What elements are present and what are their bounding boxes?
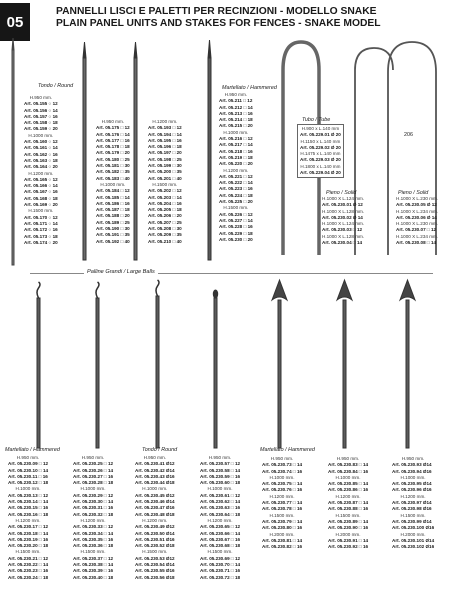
label-tube: Tubo / Tube <box>302 117 331 123</box>
article-row: Art. 05.230.05 Ø 12 <box>396 202 437 208</box>
article-row: Art. 05.203 □ 14 <box>148 194 182 200</box>
table-tube <box>297 124 344 178</box>
article-row: Art. 05.184 □ 12 <box>96 188 130 194</box>
article-row: Art. 05.216 □ 12 <box>219 136 253 142</box>
article-row: Art. 05.230.93 Ø14 <box>392 462 432 468</box>
article-row: Art. 05.177 □ 16 <box>96 137 130 143</box>
height-header: H.1200 mm. <box>142 517 168 523</box>
article-row: Art. 05.174 ○ 20 <box>24 239 58 245</box>
article-row: Art. 05.230.26 □ 14 <box>73 467 114 473</box>
height-header: H.950 mm. <box>81 455 105 460</box>
article-row: Art. 05.230.17 □ 12 <box>8 524 49 530</box>
height-header: H.1500 mm. <box>207 549 233 555</box>
article-row: Art. 05.160 ○ 12 <box>24 139 58 145</box>
square-ball-stake-2 <box>96 282 99 448</box>
height-header: H.950 mm. <box>29 95 53 100</box>
article-row: Art. 05.230.96 Ø16 <box>392 487 432 493</box>
article-row: Art. 05.230.11 □ 16 <box>8 473 48 479</box>
article-row: Art. 05.230.62 □ 14 <box>200 499 241 505</box>
article-row: Art. 05.230.02 Ø 14 <box>322 214 363 220</box>
height-header: H.2000 mm. <box>269 531 295 537</box>
article-row: Art. 05.195 □ 16 <box>148 137 182 143</box>
article-row: Art. 05.230.60 □ 18 <box>200 480 241 486</box>
label-round-bottom-3: Tondo / Round <box>142 447 178 453</box>
bottom-stakes-illustration <box>37 280 415 448</box>
round-stake-illustration <box>12 38 14 265</box>
article-row: Art. 05.171 ○ 14 <box>24 220 58 226</box>
article-row: Art. 05.230.30 □ 14 <box>73 499 114 505</box>
article-row: Art. 05.230.49 Ø12 <box>135 524 175 530</box>
article-row: Art. 05.224 □ 18 <box>219 192 253 198</box>
height-header: H.1000 mm. <box>142 486 168 492</box>
table-bottom-4 <box>200 455 240 581</box>
article-row: Art. 05.230.70 □ 14 <box>200 562 241 568</box>
article-row: Art. 05.230.92 □ 16 <box>328 544 369 550</box>
article-row: Art. 05.209 □ 35 <box>148 232 182 238</box>
article-row: Art. 05.230.65 □ 12 <box>200 524 241 530</box>
article-row: Art. 05.230.44 Ø18 <box>135 480 175 486</box>
article-row: Art. 05.230.64 □ 18 <box>200 511 241 517</box>
height-header: H.1000 mm. <box>269 474 295 480</box>
article-row: Art. 05.223 □ 16 <box>219 186 253 192</box>
article-row: Art. 05.221 □ 12 <box>219 173 253 179</box>
height-header: H.1150 x L.140 mm <box>300 138 341 144</box>
article-row: Art. 05.230.102 Ø16 <box>392 544 435 550</box>
label-hammered-bottom-1: Martellato / Hammered <box>5 447 60 453</box>
article-row: Art. 05.167 ○ 16 <box>24 189 58 195</box>
article-row: Art. 05.227 □ 14 <box>219 217 253 223</box>
article-row: Art. 05.230.87 □ 14 <box>328 500 369 506</box>
article-row: Art. 05.225 □ 20 <box>219 199 253 205</box>
article-row: Art. 05.230.73 □ 14 <box>262 462 303 468</box>
article-row: Art. 05.230.84 □ 16 <box>328 468 369 474</box>
article-row: Art. 05.230.100 Ø16 <box>392 525 435 531</box>
height-header: H.950 mm. <box>101 119 125 124</box>
height-header: H.1000 X L.124 mm. <box>322 221 365 227</box>
height-header: H.950 mm. <box>336 456 360 461</box>
article-row: Art. 05.230.28 □ 18 <box>73 480 114 486</box>
article-row: Art. 05.191 □ 35 <box>96 232 130 238</box>
label-large-balls: Palline Grandi / Large Balls <box>84 269 158 275</box>
article-row: Art. 05.175 □ 12 <box>96 125 130 131</box>
article-row: Art. 05.229.03 Ø 20 <box>300 157 341 163</box>
height-header: H.1200 mm. <box>207 517 233 523</box>
article-row: Art. 05.229.04 Ø 20 <box>300 170 341 176</box>
height-header: H.1500 mm. <box>80 549 106 555</box>
article-row: Art. 05.230.03 □ 12 <box>322 227 363 233</box>
table-bottom-1 <box>8 455 48 581</box>
table-hammered-top <box>219 92 253 243</box>
article-row: Art. 05.230.22 □ 14 <box>8 562 49 568</box>
article-row: Art. 05.230.79 □ 14 <box>262 518 303 524</box>
article-row: Art. 05.230.57 □ 12 <box>200 461 241 467</box>
article-row: Art. 05.230.13 □ 12 <box>8 492 49 498</box>
table-solid-b <box>396 196 438 246</box>
article-row: Art. 05.230.50 Ø14 <box>135 530 175 536</box>
article-row: Art. 05.230.77 □ 14 <box>262 500 303 506</box>
article-row: Art. 05.230.48 Ø18 <box>135 511 175 517</box>
title-italian: PANNELLI LISCI E PALETTI PER RECINZIONI - MODELLO SNAKE <box>56 6 377 17</box>
height-header: H.1500 mm. <box>142 549 168 555</box>
article-row: Art. 05.230.42 Ø14 <box>135 467 175 473</box>
square-ball-stake-4 <box>213 290 217 448</box>
article-row: Art. 05.230.27 □ 16 <box>73 473 114 479</box>
hammered-stake-illustration <box>208 40 211 260</box>
article-row: Art. 05.229 □ 18 <box>219 230 253 236</box>
height-header: H.1000 mm. <box>15 486 41 492</box>
article-row: Art. 05.230.15 □ 16 <box>8 505 49 511</box>
article-row: Art. 05.188 □ 20 <box>96 213 130 219</box>
article-row: Art. 05.230.45 Ø12 <box>135 492 175 498</box>
article-row: Art. 05.230.82 □ 16 <box>262 544 303 550</box>
article-row: Art. 05.228 □ 16 <box>219 224 253 230</box>
article-row: Art. 05.229.02 Ø 20 <box>300 144 341 150</box>
height-header: H.950 mm. <box>270 456 294 461</box>
article-row: Art. 05.230.55 Ø16 <box>135 568 175 574</box>
article-row: Art. 05.189 □ 25 <box>96 219 130 225</box>
height-header: H.1000 X L.124 mm. <box>322 196 365 201</box>
article-row: Art. 05.156 ○ 14 <box>24 107 58 113</box>
article-row: Art. 05.230.43 Ø16 <box>135 473 175 479</box>
article-row: Art. 05.230.08 □ 14 <box>396 240 437 246</box>
article-row: Art. 05.230.54 Ø14 <box>135 562 175 568</box>
height-header: H.1500 mm. <box>269 512 295 518</box>
title-english: PLAIN PANEL UNITS AND STAKES FOR FENCES - SNAKE MODEL <box>56 18 381 29</box>
height-header: H.1200 mm. <box>269 493 295 499</box>
article-row: Art. 05.173 ○ 18 <box>24 233 58 239</box>
height-header: H.1200 mm. <box>28 170 54 176</box>
article-row: Art. 05.230.07 □ 12 <box>396 227 437 233</box>
height-header: H.1200 mm. <box>400 493 426 499</box>
article-row: Art. 05.230.46 Ø14 <box>135 499 175 505</box>
hammered-spear-stake-5 <box>272 280 287 448</box>
article-row: Art. 05.159 ○ 20 <box>24 126 58 132</box>
height-header: H.1475 x L.140 mm <box>300 151 341 157</box>
article-row: Art. 05.166 ○ 14 <box>24 183 58 189</box>
height-header: H.950 mm. <box>143 455 167 460</box>
label-solid-a: Pieno / Solid <box>326 190 357 196</box>
height-header: H.1200 mm. <box>15 517 41 523</box>
article-row: Art. 05.229.01 Ø 20 <box>300 132 341 138</box>
article-row: Art. 05.230.41 Ø12 <box>135 461 175 467</box>
article-row: Art. 05.176 □ 14 <box>96 131 130 137</box>
table-bottom-7 <box>392 456 434 550</box>
height-header: H.950 mm. <box>224 92 248 97</box>
article-row: Art. 05.230.85 □ 14 <box>328 481 369 487</box>
article-row: Art. 05.230.36 □ 18 <box>73 543 114 549</box>
article-row: Art. 05.172 ○ 16 <box>24 227 58 233</box>
article-row: Art. 05.180 □ 25 <box>96 156 130 162</box>
article-row: Art. 05.230.12 □ 18 <box>8 480 49 486</box>
article-row: Art. 05.230.80 □ 16 <box>262 525 303 531</box>
height-header: H.1500 mm. <box>15 549 41 555</box>
article-row: Art. 05.201 □ 40 <box>148 175 182 181</box>
article-row: Art. 05.230.47 Ø16 <box>135 505 175 511</box>
article-row: Art. 05.230.09 □ 12 <box>8 461 49 467</box>
article-row: Art. 05.230.81 □ 14 <box>262 537 303 543</box>
height-header: H.1000 X L.128 mm. <box>322 208 365 214</box>
article-row: Art. 05.185 □ 14 <box>96 194 130 200</box>
article-row: Art. 05.197 □ 20 <box>148 150 182 156</box>
article-row: Art. 05.165 ○ 12 <box>24 176 58 182</box>
article-row: Art. 05.230.101 Ø14 <box>392 537 435 543</box>
round-ball-stake-3 <box>156 280 159 448</box>
article-row: Art. 05.187 □ 18 <box>96 207 130 213</box>
table-square-a <box>96 119 130 245</box>
article-row: Art. 05.230.78 □ 16 <box>262 506 303 512</box>
article-row: Art. 05.168 ○ 18 <box>24 195 58 201</box>
article-row: Art. 05.230.32 □ 18 <box>73 511 114 517</box>
section-badge: 05 <box>0 3 30 41</box>
article-row: Art. 05.230.98 Ø16 <box>392 506 432 512</box>
article-row: Art. 05.163 ○ 18 <box>24 157 58 163</box>
article-row: Art. 05.161 ○ 14 <box>24 145 58 151</box>
article-row: Art. 05.230.71 □ 16 <box>200 568 241 574</box>
article-row: Art. 05.193 □ 12 <box>148 125 182 131</box>
article-row: Art. 05.230.75 □ 14 <box>262 481 303 487</box>
height-header: H.1000 mm. <box>223 129 249 135</box>
article-row: Art. 05.230.59 □ 16 <box>200 473 241 479</box>
round-spear-stake-7 <box>400 280 415 448</box>
article-row: Art. 05.230.14 □ 14 <box>8 499 49 505</box>
article-row: Art. 05.230.89 □ 14 <box>328 518 369 524</box>
article-row: Art. 05.200 □ 35 <box>148 169 182 175</box>
label-round-top: Tondo / Round <box>38 83 74 89</box>
article-row: Art. 05.182 □ 35 <box>96 169 130 175</box>
article-row: Art. 05.230.86 □ 16 <box>328 487 369 493</box>
table-bottom-6 <box>328 456 368 550</box>
article-row: Art. 05.213 □ 16 <box>219 110 253 116</box>
article-row: Art. 05.181 □ 30 <box>96 163 130 169</box>
article-row: Art. 05.230.69 □ 12 <box>200 555 241 561</box>
height-header: H.1000 X L.234 mm. <box>396 233 439 239</box>
height-header: H.1500 mm. <box>335 512 361 518</box>
article-row: Art. 05.230.61 □ 12 <box>200 492 241 498</box>
article-row: Art. 05.217 □ 14 <box>219 142 253 148</box>
article-row: Art. 05.157 ○ 16 <box>24 113 58 119</box>
article-row: Art. 05.230.19 □ 16 <box>8 536 49 542</box>
article-row: Art. 05.230.16 □ 18 <box>8 511 49 517</box>
height-header: H.1000 X L.230 mm. <box>396 196 439 201</box>
table-bottom-3 <box>135 455 175 581</box>
article-row: Art. 05.178 □ 18 <box>96 144 130 150</box>
article-row: Art. 05.198 □ 25 <box>148 156 182 162</box>
article-row: Art. 05.230.74 □ 16 <box>262 468 303 474</box>
article-row: Art. 05.230.38 □ 14 <box>73 562 114 568</box>
article-row: Art. 05.230.95 Ø14 <box>392 481 432 487</box>
label-206: 206 <box>404 132 413 138</box>
article-row: Art. 05.230.37 □ 12 <box>73 555 114 561</box>
article-row: Art. 05.230.01 Ø 12 <box>322 202 363 208</box>
article-row: Art. 05.230.76 □ 16 <box>262 487 303 493</box>
article-row: Art. 05.230.68 □ 18 <box>200 543 241 549</box>
height-header: H.1000 X L.128 mm. <box>322 233 365 239</box>
article-row: Art. 05.230.51 Ø16 <box>135 536 175 542</box>
article-row: Art. 05.230.88 □ 16 <box>328 506 369 512</box>
article-row: Art. 05.230.20 □ 18 <box>8 543 49 549</box>
height-header: H.1000 mm. <box>207 486 233 492</box>
height-header: H.1000 X L.230 mm. <box>396 221 439 227</box>
article-row: Art. 05.230.31 □ 16 <box>73 505 114 511</box>
article-row: Art. 05.230.35 □ 16 <box>73 536 114 542</box>
article-row: Art. 05.230.39 □ 16 <box>73 568 114 574</box>
article-row: Art. 05.230.24 □ 18 <box>8 574 49 580</box>
article-row: Art. 05.155 ○ 12 <box>24 101 58 107</box>
article-row: Art. 05.207 □ 25 <box>148 219 182 225</box>
height-header: H.950 mm. <box>208 455 232 460</box>
article-row: Art. 05.226 □ 12 <box>219 211 253 217</box>
article-row: Art. 05.230.97 Ø14 <box>392 500 432 506</box>
article-row: Art. 05.158 ○ 18 <box>24 120 58 126</box>
article-row: Art. 05.230.63 □ 16 <box>200 505 241 511</box>
article-row: Art. 05.230.33 □ 12 <box>73 524 114 530</box>
article-row: Art. 05.222 □ 14 <box>219 180 253 186</box>
article-row: Art. 05.230.06 Ø 14 <box>396 214 437 220</box>
article-row: Art. 05.230.58 □ 14 <box>200 467 241 473</box>
height-header: H.1000 mm. <box>28 132 54 138</box>
article-row: Art. 05.202 □ 12 <box>148 188 182 194</box>
square-spear-stake-6 <box>337 280 352 448</box>
label-hammered-top: Martellato / Hammered <box>222 85 277 91</box>
label-hammered-bottom-5: Martellato / Hammered <box>260 447 315 453</box>
table-round-top <box>24 95 58 246</box>
table-square-b <box>148 119 182 245</box>
height-header: H.950 mm. <box>401 456 425 461</box>
height-header: H.2000 mm. <box>335 531 361 537</box>
article-row: Art. 05.194 □ 14 <box>148 131 182 137</box>
height-header: H.1000 mm. <box>80 486 106 492</box>
article-row: Art. 05.162 ○ 16 <box>24 151 58 157</box>
article-row: Art. 05.192 □ 40 <box>96 238 130 244</box>
article-row: Art. 05.204 □ 16 <box>148 200 182 206</box>
height-header: H.1500 mm. <box>152 181 178 187</box>
article-row: Art. 05.211 □ 12 <box>219 98 253 104</box>
height-header: H.950 mm. <box>16 455 40 460</box>
height-header: H.1000 mm. <box>100 181 126 187</box>
article-row: Art. 05.230.67 □ 16 <box>200 536 241 542</box>
height-header: H.900 x L.140 mm <box>301 126 340 131</box>
article-row: Art. 05.230.66 □ 14 <box>200 530 241 536</box>
height-header: H.1200 mm. <box>152 119 178 124</box>
height-header: H.1000 mm. <box>335 474 361 480</box>
article-row: Art. 05.230.25 □ 12 <box>73 461 114 467</box>
height-header: H.1200 mm. <box>223 167 249 173</box>
article-row: Art. 05.208 □ 30 <box>148 226 182 232</box>
article-row: Art. 05.210 □ 40 <box>148 238 182 244</box>
article-row: Art. 05.199 □ 30 <box>148 163 182 169</box>
article-row: Art. 05.170 ○ 12 <box>24 214 58 220</box>
article-row: Art. 05.183 □ 40 <box>96 175 130 181</box>
article-row: Art. 05.220 □ 20 <box>219 161 253 167</box>
article-row: Art. 05.230 □ 20 <box>219 236 253 242</box>
article-row: Art. 05.230.90 □ 16 <box>328 525 369 531</box>
table-bottom-5 <box>262 456 302 550</box>
table-bottom-2 <box>73 455 113 581</box>
article-row: Art. 05.230.53 Ø12 <box>135 555 175 561</box>
article-row: Art. 05.230.40 □ 18 <box>73 574 114 580</box>
article-row: Art. 05.230.72 □ 18 <box>200 574 241 580</box>
height-header: H.1200 mm. <box>335 493 361 499</box>
height-header: H.1500 mm. <box>400 512 426 518</box>
article-row: Art. 05.169 ○ 20 <box>24 202 58 208</box>
article-row: Art. 05.230.18 □ 14 <box>8 530 49 536</box>
height-header: H.1500 mm. <box>28 208 54 214</box>
height-header: H.1500 mm. <box>223 205 249 211</box>
height-header: H.1000 mm. <box>400 474 426 480</box>
article-row: Art. 05.206 □ 20 <box>148 213 182 219</box>
article-row: Art. 05.205 □ 18 <box>148 207 182 213</box>
article-row: Art. 05.212 □ 14 <box>219 104 253 110</box>
article-row: Art. 05.230.52 Ø18 <box>135 543 175 549</box>
article-row: Art. 05.196 □ 18 <box>148 144 182 150</box>
article-row: Art. 05.230.83 □ 14 <box>328 462 369 468</box>
height-header: H.2000 mm. <box>400 531 426 537</box>
height-header: H.1000 X L.234 mm. <box>396 208 439 214</box>
article-row: Art. 05.230.21 □ 12 <box>8 555 49 561</box>
label-solid-b: Pieno / Solid <box>398 190 429 196</box>
article-row: Art. 05.230.34 □ 14 <box>73 530 114 536</box>
article-row: Art. 05.186 □ 16 <box>96 200 130 206</box>
article-row: Art. 05.190 □ 30 <box>96 226 130 232</box>
hammered-ball-stake-1 <box>37 282 40 448</box>
article-row: Art. 05.230.56 Ø18 <box>135 574 175 580</box>
article-row: Art. 05.219 □ 18 <box>219 154 253 160</box>
article-row: Art. 05.230.99 Ø14 <box>392 518 432 524</box>
article-row: Art. 05.230.29 □ 12 <box>73 492 114 498</box>
article-row: Art. 05.230.04 □ 14 <box>322 240 363 246</box>
article-row: Art. 05.230.23 □ 16 <box>8 568 49 574</box>
article-row: Art. 05.218 □ 16 <box>219 148 253 154</box>
article-row: Art. 05.230.10 □ 14 <box>8 467 49 473</box>
article-row: Art. 05.215 □ 20 <box>219 123 253 129</box>
article-row: Art. 05.230.94 Ø16 <box>392 468 432 474</box>
height-header: H.1200 mm. <box>80 517 106 523</box>
article-row: Art. 05.179 □ 20 <box>96 150 130 156</box>
article-row: Art. 05.214 □ 18 <box>219 117 253 123</box>
table-solid-a <box>322 196 364 246</box>
article-row: Art. 05.230.91 □ 14 <box>328 537 369 543</box>
article-row: Art. 05.164 ○ 20 <box>24 164 58 170</box>
height-header: H.1800 x L.140 mm <box>300 163 341 169</box>
